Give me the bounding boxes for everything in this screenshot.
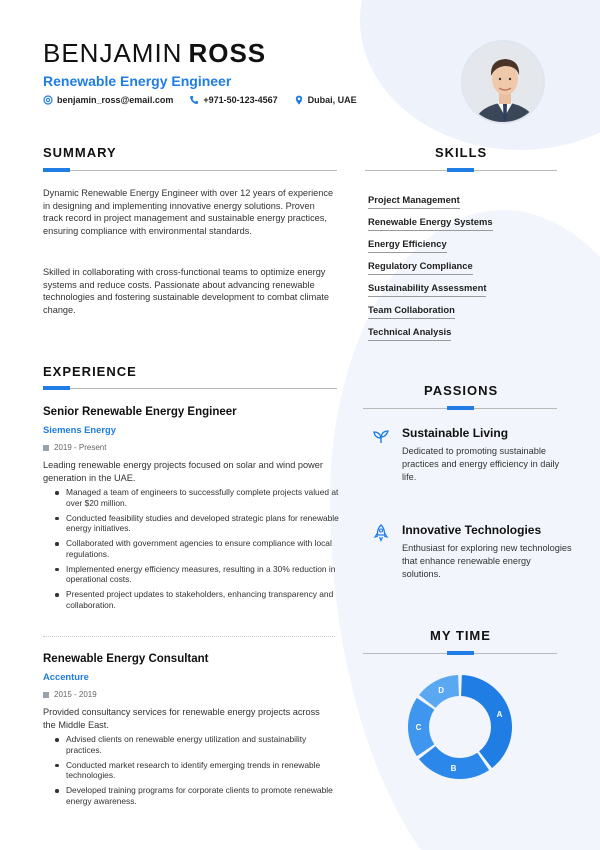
contact-bar [43, 95, 357, 105]
passion-description-2: Enthusiast for exploring new technologies that enhance renewable energy solutions. [402, 543, 572, 579]
first-name: BENJAMIN [43, 38, 183, 68]
phone-icon [189, 95, 199, 105]
job-bullet: Collaborated with government agencies to ensure compliance with local regulations. [55, 538, 340, 559]
contact-phone[interactable] [189, 95, 277, 105]
skill-item: Regulatory Compliance [368, 260, 473, 275]
rocket-icon [371, 523, 391, 543]
skill-item: Technical Analysis [368, 326, 451, 341]
donut-slice-b [419, 746, 489, 779]
job-bullet: Presented project updates to stakeholders, enhancing transparency and collaboration. [55, 589, 340, 610]
job-dates-text-1: 2019 - Present [54, 443, 107, 452]
job-dates-text-2: 2015 - 2019 [54, 690, 97, 699]
passions-heading: PASSIONS [424, 383, 499, 398]
experience-heading: EXPERIENCE [43, 364, 137, 379]
skills-heading: SKILLS [435, 145, 488, 160]
job-title-1: Senior Renewable Energy Engineer [43, 406, 237, 418]
leaf-icon [371, 427, 391, 447]
skill-item: Project Management [368, 194, 460, 209]
skill-item: Energy Efficiency [368, 238, 447, 253]
experience-accent [43, 386, 70, 390]
job-company-1: Siemens Energy [43, 424, 116, 435]
job-title-2: Renewable Energy Consultant [43, 653, 209, 665]
calendar-icon [43, 445, 49, 451]
location-text: Dubai, UAE [307, 95, 357, 105]
job-dates-1 [43, 443, 106, 452]
job-bullet: Conducted market research to identify emerging trends in renewable technologies. [55, 760, 340, 781]
job-bullet: Conducted feasibility studies and developed strategic plans for renewable energy initiatives. [55, 513, 340, 534]
my-time-donut-chart [405, 672, 515, 782]
my-time-heading: MY TIME [430, 628, 491, 643]
summary-heading: SUMMARY [43, 145, 117, 160]
job-bullets-1 [55, 487, 340, 615]
phone-text: +971-50-123-4567 [203, 95, 278, 105]
job-description-2: Provided consultancy services for renewable energy projects across the Middle East. [43, 707, 320, 730]
candidate-name [43, 38, 266, 69]
skills-accent [447, 168, 474, 172]
job-bullets-2 [55, 734, 340, 811]
job-company-2: Accenture [43, 671, 89, 682]
passions-accent [447, 406, 474, 410]
job-bullet: Developed training programs for corporate clients to promote renewable energy awareness. [55, 785, 340, 806]
donut-label-b: B [450, 763, 457, 773]
skill-item: Sustainability Assessment [368, 282, 486, 297]
skill-item: Team Collaboration [368, 304, 455, 319]
summary-paragraph-1: Dynamic Renewable Energy Engineer with over 12 years of experience in designing and implementing innovative energy solutions. Proven track record in project management and sustainable energy practices, ensuring compliance with environmental standards. [43, 188, 334, 236]
job-role: Renewable Energy Engineer [43, 73, 232, 89]
job-description-1: Leading renewable energy projects focused on solar and wind power generation in the UAE. [43, 460, 323, 483]
job-bullet: Advised clients on renewable energy utilization and sustainability practices. [55, 734, 340, 755]
job-bullet: Implemented energy efficiency measures, resulting in a 30% reduction in operational costs. [55, 564, 340, 585]
calendar-icon [43, 692, 49, 698]
donut-label-d: D [438, 686, 445, 696]
job-separator [43, 636, 335, 637]
profile-photo [461, 40, 545, 124]
donut-label-c: C [415, 723, 422, 732]
portrait-illustration [463, 42, 545, 124]
location-pin-icon [294, 95, 304, 105]
my-time-accent [447, 651, 474, 655]
skills-list [368, 190, 558, 344]
passion-description-1: Dedicated to promoting sustainable practices and energy efficiency in daily life. [402, 446, 560, 482]
passion-title-1: Sustainable Living [402, 426, 509, 440]
skill-item: Renewable Energy Systems [368, 216, 493, 231]
donut-label-a: A [496, 710, 503, 720]
job-bullet: Managed a team of engineers to successfully complete projects valued at over $20 million. [55, 487, 340, 508]
email-text: benjamin_ross@email.com [57, 95, 174, 105]
passion-title-2: Innovative Technologies [402, 523, 542, 537]
last-name: ROSS [188, 38, 267, 68]
contact-email[interactable] [43, 95, 173, 105]
summary-paragraph-2: Skilled in collaborating with cross-functional teams to optimize energy systems and reduce costs. Passionate about advancing renewable technologies and fostering sustainable development to combat climate change. [43, 267, 330, 315]
job-dates-2 [43, 690, 97, 699]
summary-divider [43, 170, 337, 171]
summary-accent [43, 168, 70, 172]
donut-slice-a [461, 675, 512, 768]
contact-location [294, 95, 357, 105]
experience-divider [43, 388, 337, 389]
at-icon [43, 95, 53, 105]
